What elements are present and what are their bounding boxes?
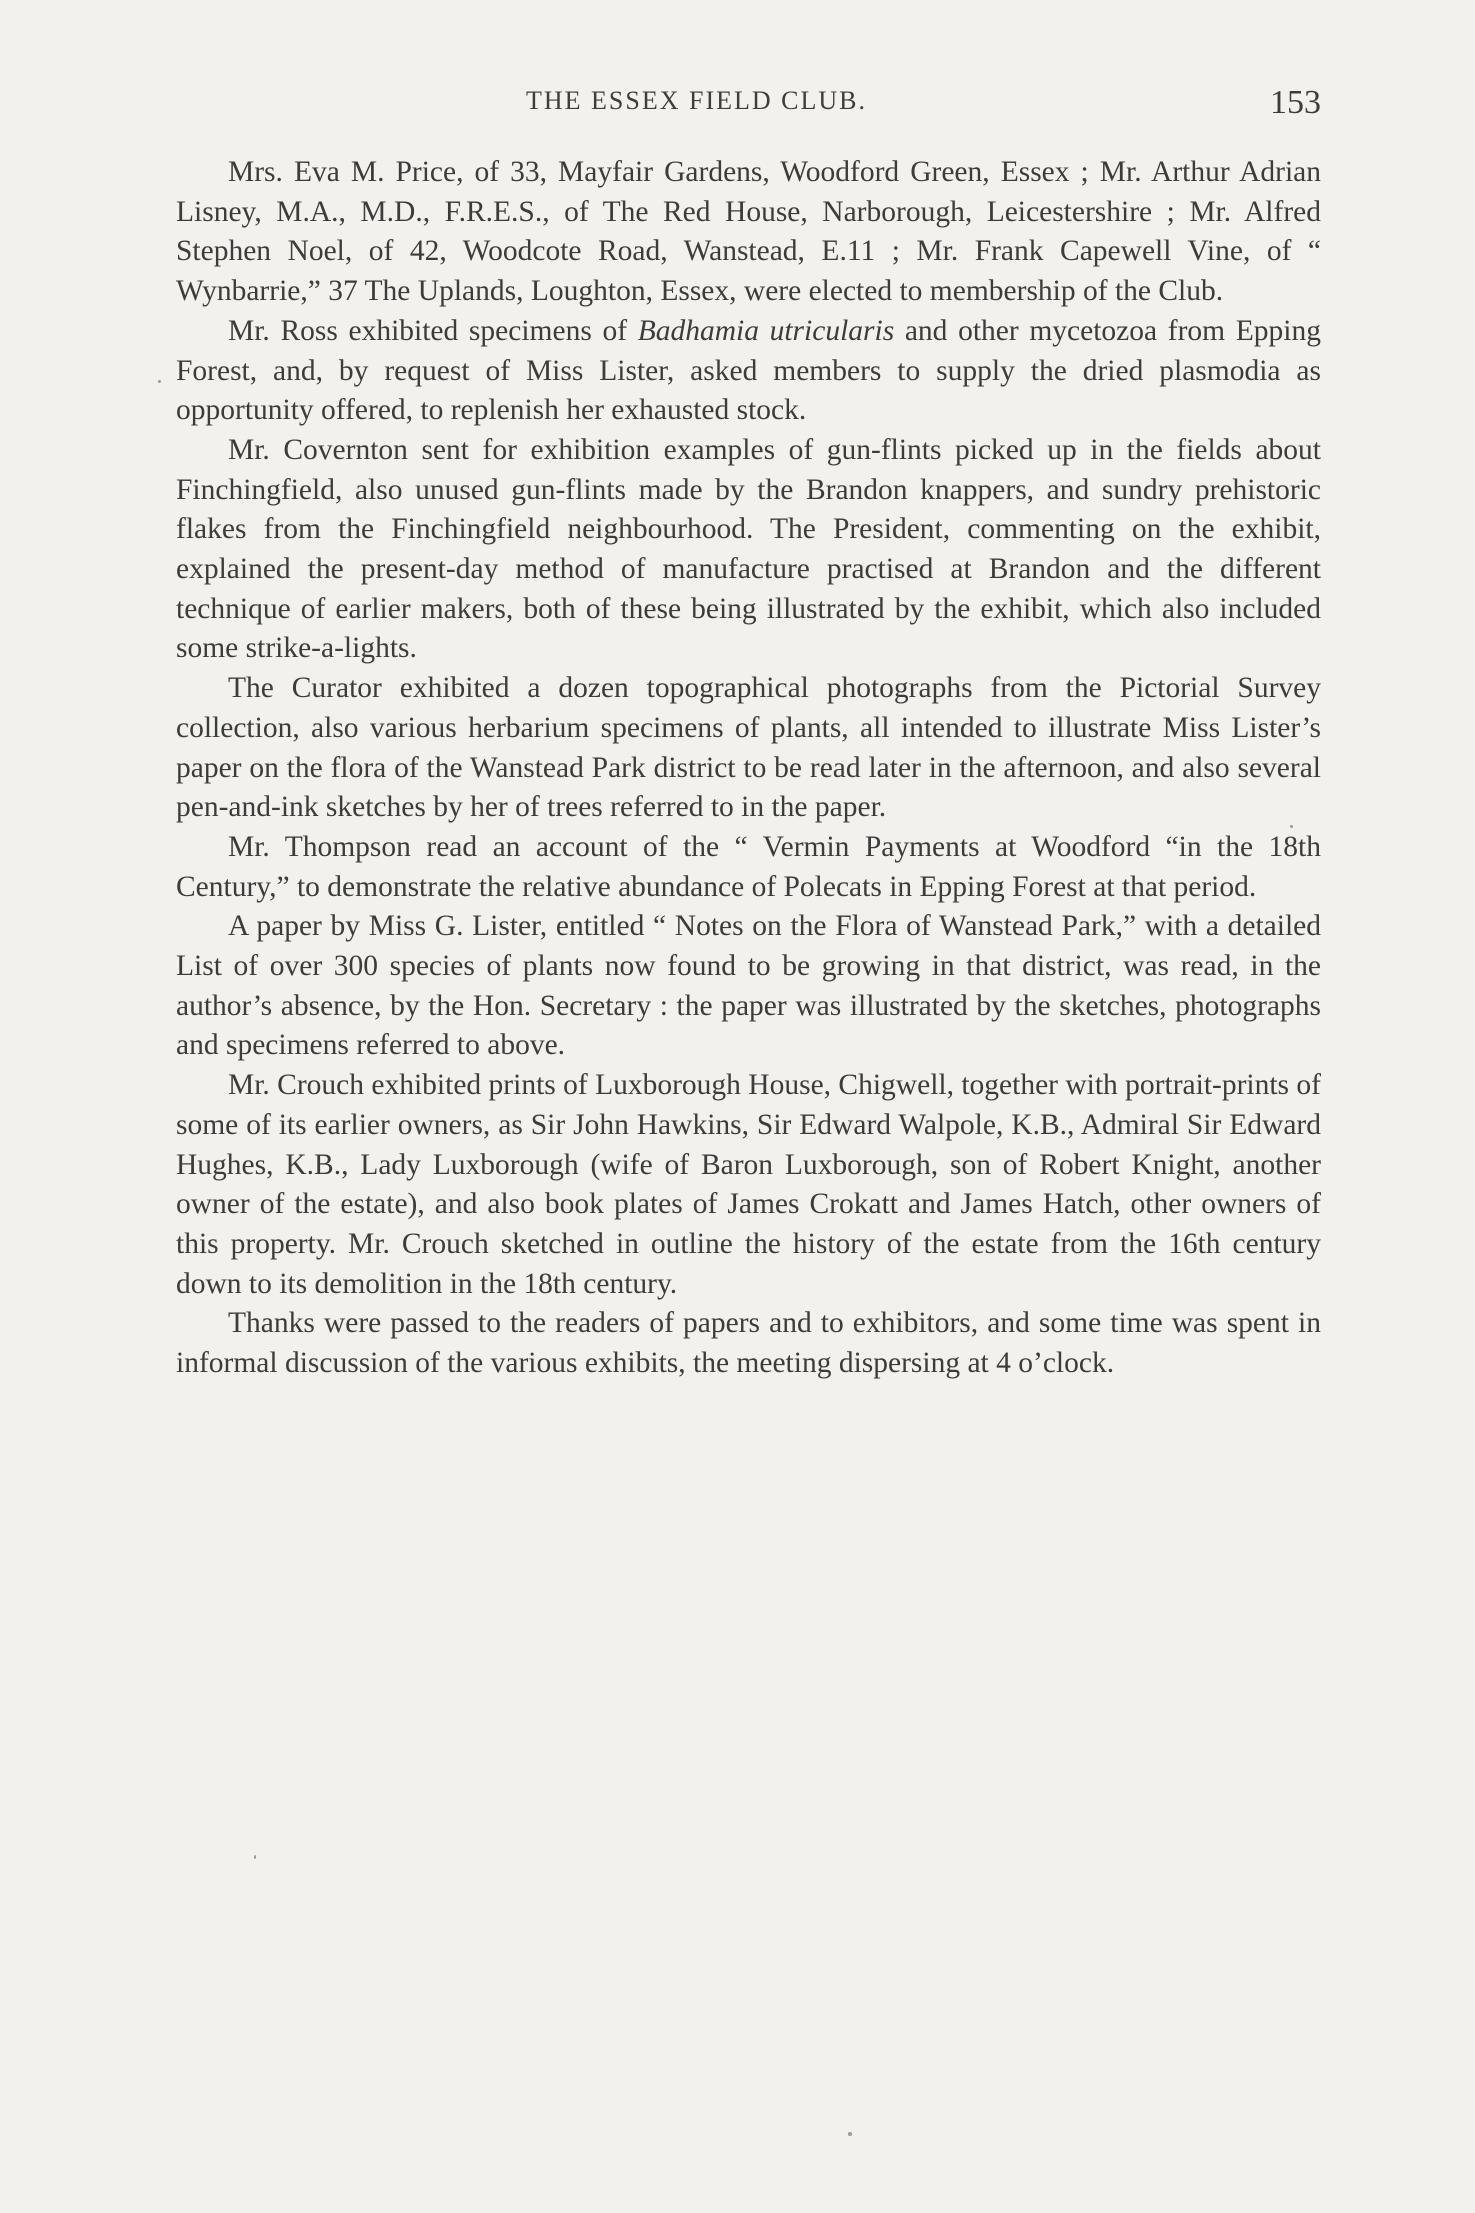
paragraph-text: Mr. Crouch exhibited prints of Luxborough House, Chigwell, together with portrait-prints of some of its earlier owners, as Sir John Hawkins, Sir Edward Walpole, K.B., Admiral Sir Edward Hughes, K.B., Lady Luxborough (wife of Baron Luxborough, son of Robert Knight, another owner of the estate), and also book plates of James Crokatt and James Hatch, other owners of this property. Mr. Crouch sketched in outline the history of the estate from the 16th century down to its demolition in the 18th century. [176,1069,1321,1300]
running-title: THE ESSEX FIELD CLUB. [526,86,867,115]
page-number: 153 [1270,84,1321,121]
paragraph-text: Thanks were passed to the readers of papers and to exhibitors, and some time was spent in informal discussion of the various exhibits, the meeting dispersing at 4 o’clock. [176,1307,1321,1380]
paragraph-text: Mr. Covernton sent for exhibition examples of gun-flints picked up in the fields about Finchingfield, also unused gun-flints made by the Brandon knappers, and sundry prehistoric flakes from the Finchingfield neighbourhood. The President, commenting on the exhibit, explained the present-day method of manufacture practised at Brandon and the different technique of earlier makers, both of these being illustrated by the exhibit, which also included some strike-a-lights. [176,433,1321,665]
paragraph [176,828,1321,907]
page-header [176,86,1321,126]
print-speck [1290,825,1293,828]
paragraph [176,907,1321,1066]
paragraph [176,1066,1321,1304]
paragraph-text: Mr. Thompson read an account of the “ Vermin Payments at Woodford “in the 18th Century,” to demonstrate the relative abundance of Polecats in Epping Forest at that period. [176,830,1321,903]
print-speck [254,1855,256,1859]
paragraph-text: and other mycetozoa from Epping Forest, and, by request of Miss Lister, asked members to supply the dried plasmodia as opportunity offered, to replenish her exhausted stock. [176,314,1321,427]
paragraph-text: The Curator exhibited a dozen topographical photographs from the Pictorial Survey collection, also various herbarium specimens of plants, all intended to illustrate Miss Lister’s paper on the flora of the Wanstead Park district to be read later in the afternoon, and also several pen-and-ink sketches by her of trees referred to in the paper. [176,672,1321,824]
paragraph-text: A paper by Miss G. Lister, entitled “ Notes on the Flora of Wanstead Park,” with a detailed List of over 300 species of plants now found to be growing in that district, was read, in the author’s absence, by the Hon. Secretary : the paper was illustrated by the sketches, photographs and specimens referred to above. [176,910,1321,1062]
species-name: Badhamia utricularis [637,314,895,347]
paragraph [176,1304,1321,1383]
print-speck [158,380,161,383]
paragraph-text: Mrs. Eva M. Price, of 33, Mayfair Gardens, Woodford Green, Essex ; Mr. Arthur Adrian Lisney, M.A., M.D., F.R.E.S., of The Red House, Narborough, Leicestershire ; Mr. Alfred Stephen Noel, of 42, Woodcote Road, Wanstead, E.11 ; Mr. Frank Capewell Vine, of “ Wynbarrie,” 37 The Uplands, Loughton, Essex, were elected to membership of the Club. [176,156,1321,308]
body-text [176,153,1321,1384]
paragraph-text: Mr. Ross exhibited specimens of [228,314,638,347]
paragraph [176,431,1321,669]
print-speck [848,2132,852,2136]
paragraph [176,153,1321,312]
paragraph [176,312,1321,431]
paragraph [176,669,1321,828]
